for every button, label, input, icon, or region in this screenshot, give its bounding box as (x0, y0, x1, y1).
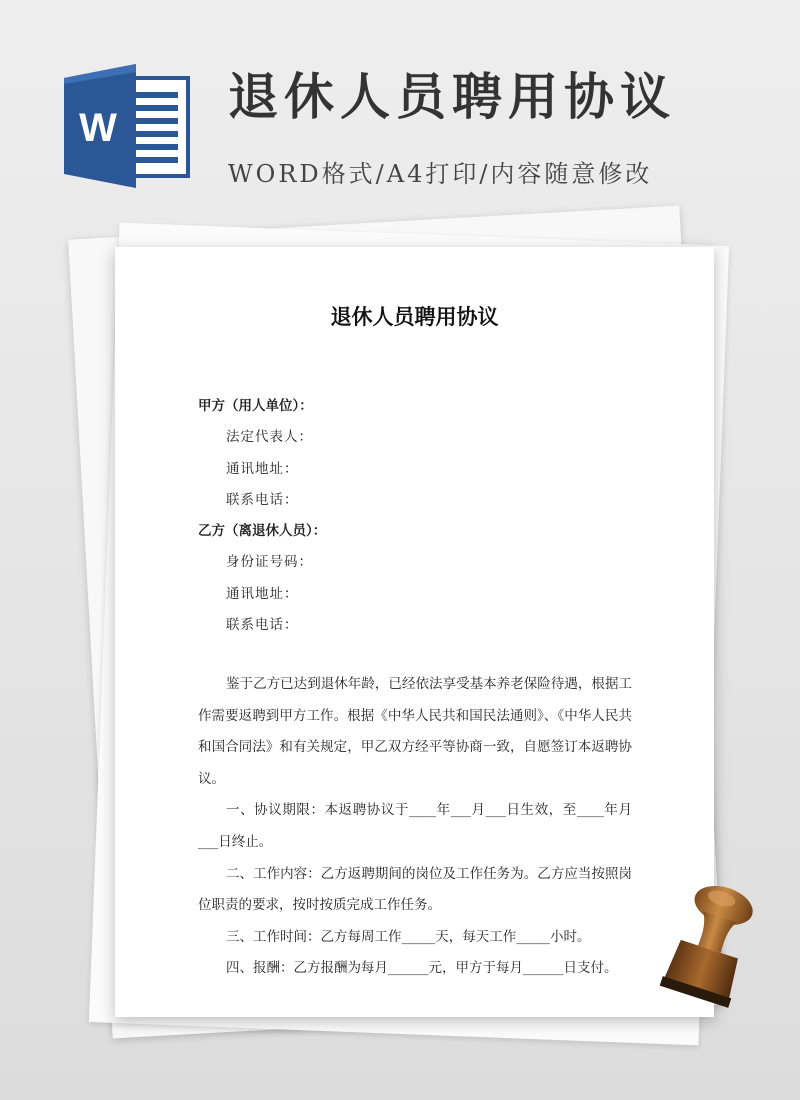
party-b-id-number: 身份证号码： (226, 554, 313, 571)
document-title: 退休人员聘用协议 (330, 304, 499, 329)
clause-remuneration: 四、报酬：乙方报酬为每月______元，甲方于每月______日支付。 (226, 960, 618, 977)
word-icon (64, 64, 192, 188)
clause-work-hours: 三、工作时间：乙方每周工作_____天，每天工作_____小时。 (226, 928, 591, 945)
party-b-phone: 联系电话： (226, 617, 299, 634)
preamble-paragraph: 鉴于乙方已达到退休年龄，已经依法享受基本养老保险待遇，根据工作需要返聘到甲方工作。根据《中华人民共和国民法通则》、《中华人民共和国合同法》和有关规定，甲乙双方经平等协商一致，自愿签订本返聘协议。 (198, 676, 632, 787)
party-b-address: 通讯地址： (226, 585, 299, 602)
party-a-phone: 联系电话： (226, 491, 299, 508)
banner-subtitle: WORD格式/A4打印/内容随意修改 (228, 160, 653, 188)
parties-block (198, 391, 326, 641)
agreement-body (198, 669, 632, 985)
party-a-representative: 法定代表人： (226, 429, 313, 446)
document-page (115, 247, 714, 1017)
clause-work-content: 二、工作内容：乙方返聘期间的岗位及工作任务为。乙方应当按照岗位职责的要求，按时按质完成工作任务。 (198, 865, 632, 914)
banner-title: 退休人员聘用协议 (228, 68, 676, 126)
rubber-stamp-icon (642, 878, 768, 1028)
party-a-heading: 甲方（用人单位）： (198, 398, 313, 414)
party-a-address: 通讯地址： (226, 460, 299, 477)
party-b-heading: 乙方（离退休人员）： (198, 523, 327, 540)
clause-term: 一、协议期限：本返聘协议于____年___月___日生效，至____年月___日终止。 (198, 802, 632, 850)
svg-text:W: W (79, 106, 117, 150)
